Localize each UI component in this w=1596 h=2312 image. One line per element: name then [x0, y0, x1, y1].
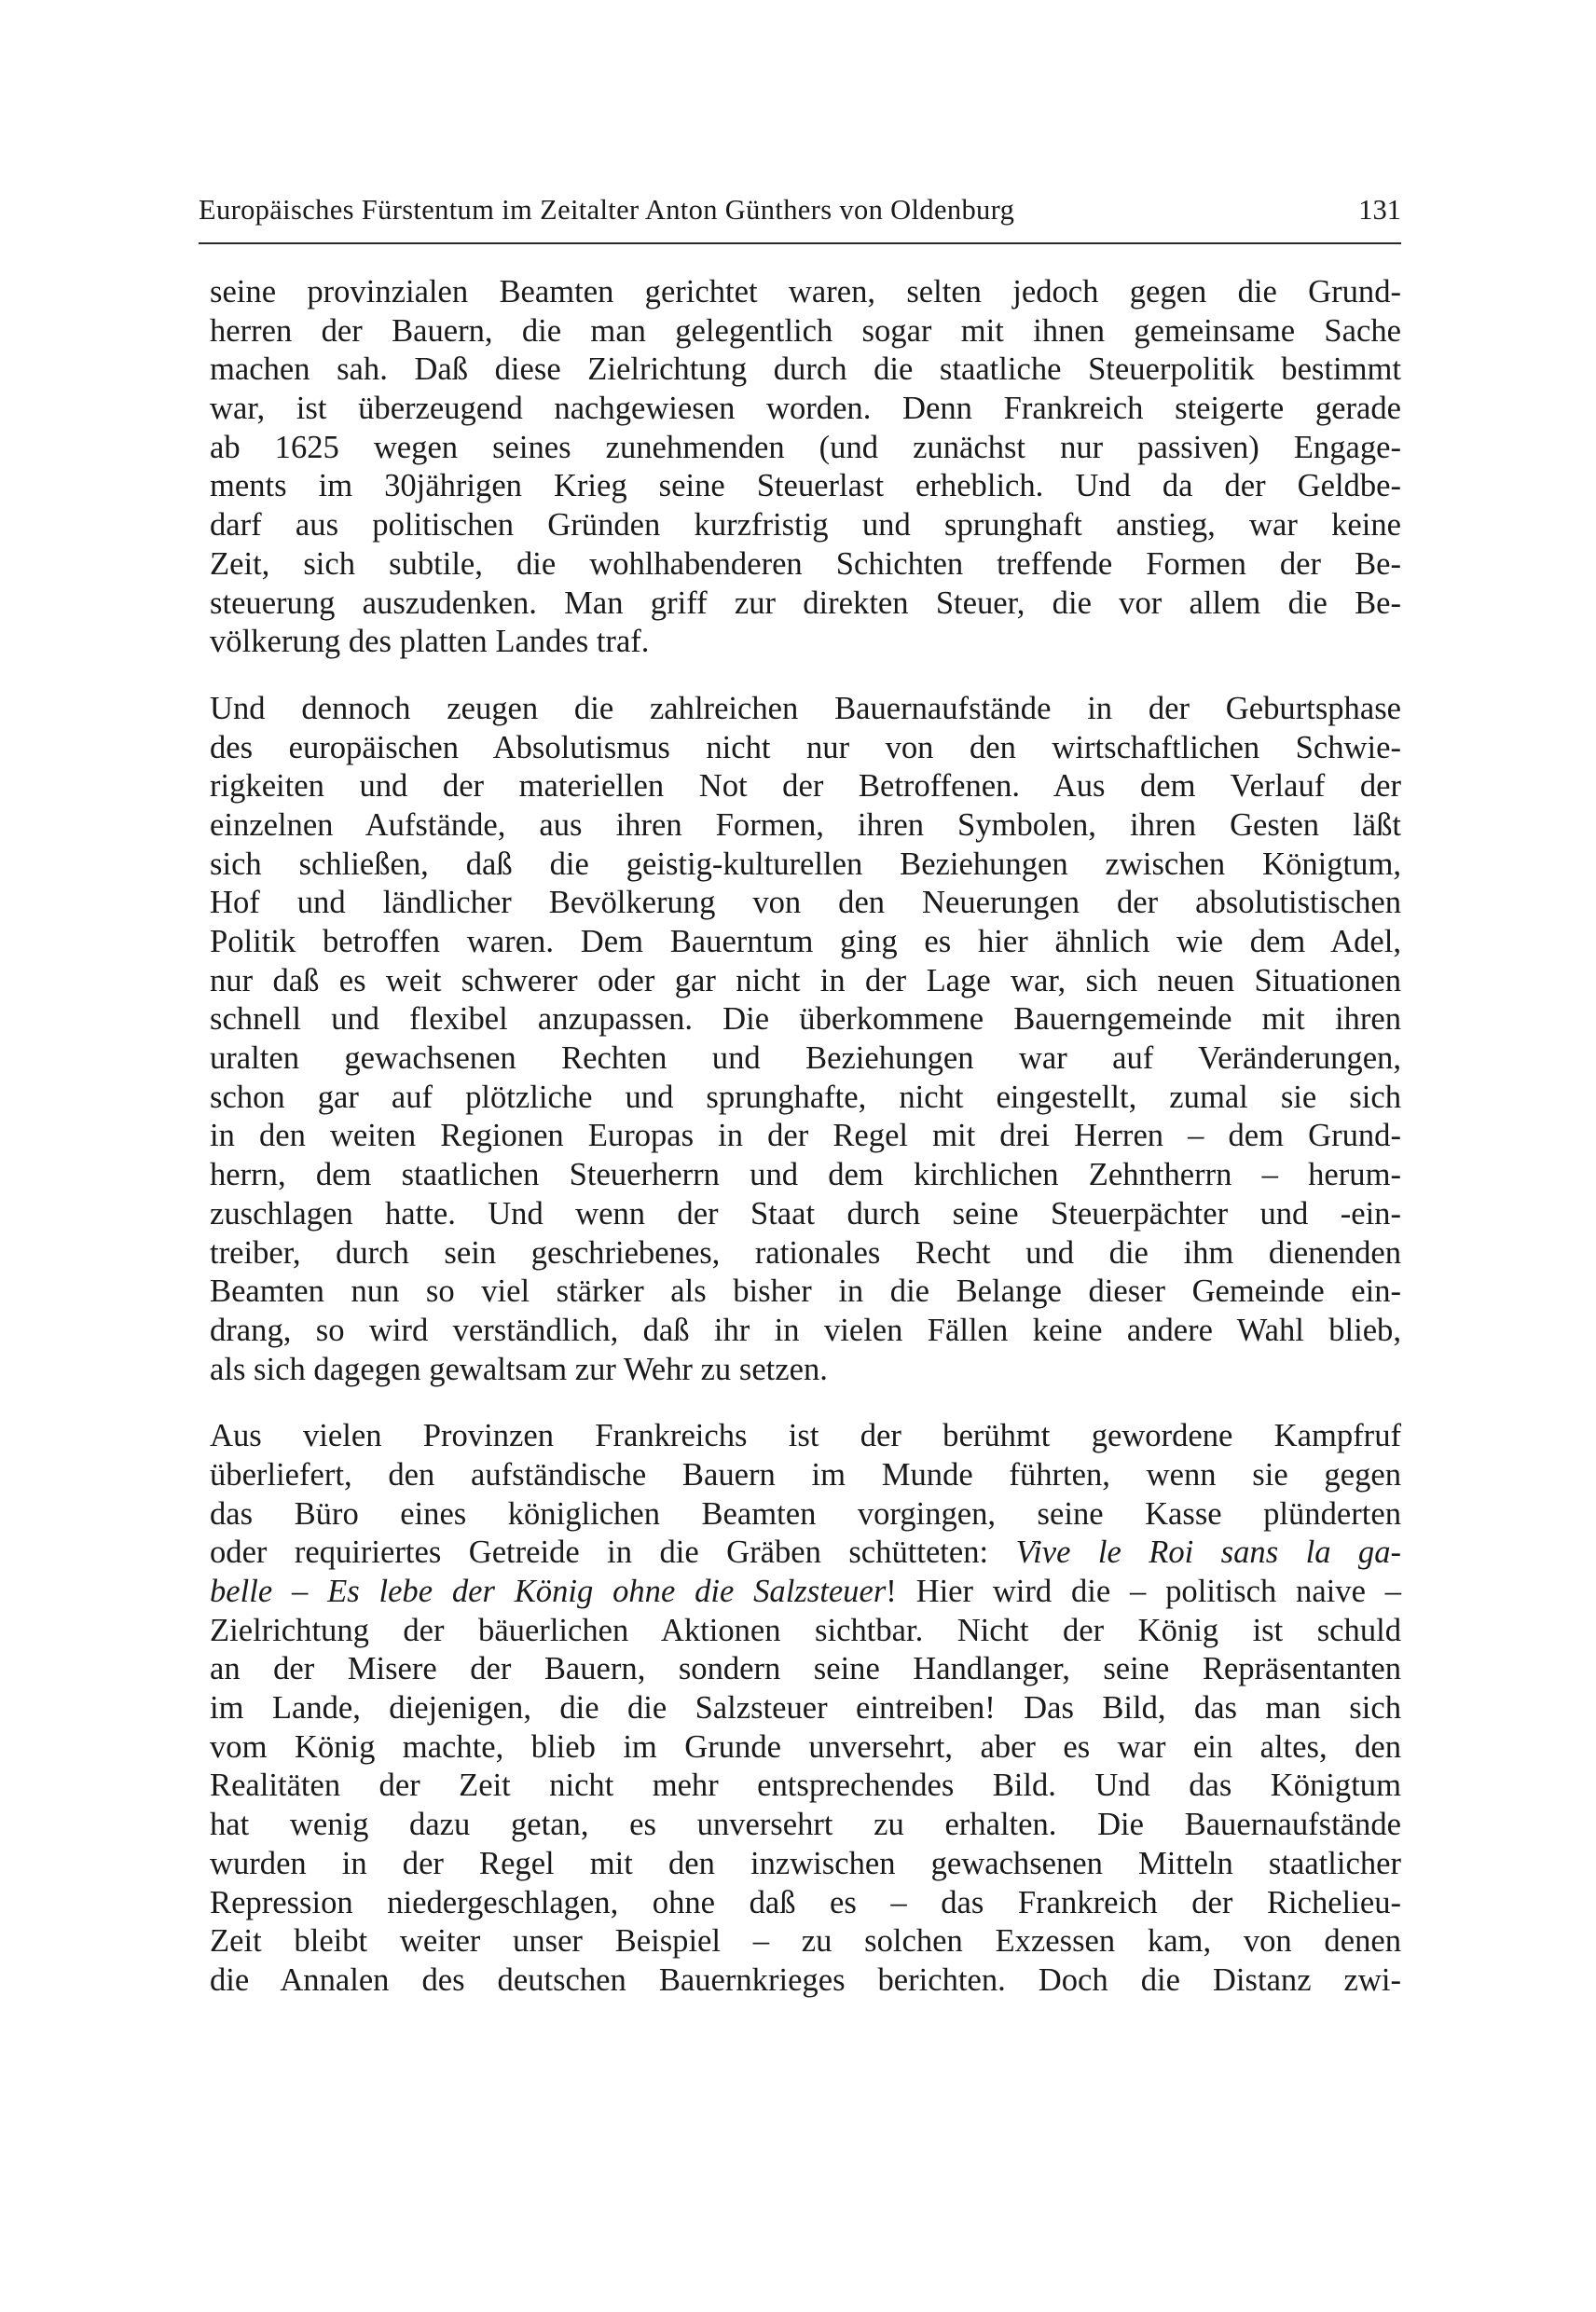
text-line: Beamten nun so viel stärker als bisher in die Belange dieser Gemeinde ein- — [210, 1273, 1401, 1310]
text-line: steuerung auszudenken. Man griff zur direkten Steuer, die vor allem die Be- — [210, 585, 1401, 621]
text-line: hat wenig dazu getan, es unversehrt zu erhalten. Die Bauernaufstände — [210, 1807, 1401, 1843]
text-line: seine provinzialen Beamten gerichtet waren, selten jedoch gegen die Grund- — [210, 274, 1401, 310]
text-line: Hof und ländlicher Bevölkerung von den Neuerungen der absolutistischen — [210, 885, 1401, 921]
text-line: herrn, dem staatlichen Steuerherrn und dem kirchlichen Zehntherrn – herum- — [210, 1157, 1401, 1193]
running-header — [199, 185, 1401, 244]
text-line: ments im 30jährigen Krieg seine Steuerlast erheblich. Und da der Geldbe- — [210, 468, 1401, 504]
text-line: Zeit, sich subtile, die wohlhabenderen Schichten treffende Formen der Be- — [210, 545, 1401, 582]
text-line — [210, 1534, 1401, 1573]
text-line: Realitäten der Zeit nicht mehr entsprechendes Bild. Und das Königtum — [210, 1768, 1401, 1804]
text-segment: oder requiriertes Getreide in die Gräben schütteten: — [210, 1534, 1016, 1571]
text-line: in den weiten Regionen Europas in der Regel mit drei Herren – dem Grund- — [210, 1118, 1401, 1154]
text-line: drang, so wird verständlich, daß ihr in vielen Fällen keine andere Wahl blieb, — [210, 1312, 1401, 1348]
text-line: Und dennoch zeugen die zahlreichen Bauernaufstände in der Geburtsphase — [210, 690, 1401, 726]
body-text — [210, 273, 1401, 2001]
text-line: rigkeiten und der materiellen Not der Betroffenen. Aus dem Verlauf der — [210, 768, 1401, 805]
page-number: 131 — [1358, 194, 1401, 226]
text-line: herren der Bauern, die man gelegentlich sogar mit ihnen gemeinsame Sache — [210, 312, 1401, 349]
text-line: als sich dagegen gewaltsam zur Wehr zu setzen. — [210, 1351, 828, 1387]
text-line: schon gar auf plötzliche und sprunghafte, nicht eingestellt, zumal sie sich — [210, 1079, 1401, 1115]
text-line: uralten gewachsenen Rechten und Beziehungen war auf Veränderungen, — [210, 1040, 1401, 1077]
text-line: nur daß es weit schwerer oder gar nicht in der Lage war, sich neuen Situationen — [210, 962, 1401, 998]
running-title: Europäisches Fürstentum im Zeitalter Anton Günthers von Oldenburg — [199, 194, 1015, 226]
paragraph-2 — [210, 690, 1401, 1389]
text-line: völkerung des platten Landes traf. — [210, 624, 650, 660]
text-line: im Lande, diejenigen, die die Salzsteuer eintreiben! Das Bild, das man sich — [210, 1690, 1401, 1727]
paragraph-1 — [210, 273, 1401, 662]
text-segment: ! Hier wird die – politisch naive – — [886, 1574, 1402, 1609]
text-line: war, ist überzeugend nachgewiesen worden. Denn Frankreich steigerte gerade — [210, 391, 1401, 427]
text-line: einzelnen Aufstände, aus ihren Formen, ihren Symbolen, ihren Gesten läßt — [210, 806, 1401, 843]
italic-quote: belle – Es lebe der König ohne die Salzsteuer — [210, 1574, 887, 1609]
text-line: vom König machte, blieb im Grunde unversehrt, aber es war ein altes, den — [210, 1728, 1401, 1765]
text-line: Repression niedergeschlagen, ohne daß es – das Frankreich der Richelieu- — [210, 1884, 1401, 1920]
text-line: wurden in der Regel mit den inzwischen gewachsenen Mitteln staatlicher — [210, 1845, 1401, 1881]
text-line: zuschlagen hatte. Und wenn der Staat durch seine Steuerpächter und -ein- — [210, 1195, 1401, 1232]
text-line: das Büro eines königlichen Beamten vorgingen, seine Kasse plünderten — [210, 1495, 1401, 1532]
text-line: treiber, durch sein geschriebenes, rationales Recht und die ihm dienenden — [210, 1234, 1401, 1271]
text-line: Zielrichtung der bäuerlichen Aktionen sichtbar. Nicht der König ist schuld — [210, 1612, 1401, 1648]
text-line: Zeit bleibt weiter unser Beispiel – zu solchen Exzessen kam, von denen — [210, 1923, 1401, 1960]
text-line: schnell und flexibel anzupassen. Die überkommene Bauerngemeinde mit ihren — [210, 1001, 1401, 1038]
text-line: machen sah. Daß diese Zielrichtung durch die staatliche Steuerpolitik bestimmt — [210, 351, 1401, 388]
text-line: die Annalen des deutschen Bauernkrieges berichten. Doch die Distanz zwi- — [210, 1961, 1401, 1998]
text-line — [210, 1573, 1401, 1612]
text-line: des europäischen Absolutismus nicht nur von den wirtschaftlichen Schwie- — [210, 729, 1401, 765]
text-line: Aus vielen Provinzen Frankreichs ist der berühmt gewordene Kampfruf — [210, 1418, 1401, 1454]
paragraph-3 — [210, 1417, 1401, 2000]
italic-quote: Vive le Roi sans la ga- — [1015, 1534, 1402, 1571]
text-line: Politik betroffen waren. Dem Bauerntum ging es hier ähnlich wie dem Adel, — [210, 924, 1401, 959]
text-line: überliefert, den aufständische Bauern im Munde führten, wenn sie gegen — [210, 1456, 1401, 1493]
text-line: sich schließen, daß die geistig-kulturellen Beziehungen zwischen Königtum, — [210, 846, 1401, 882]
text-line: ab 1625 wegen seines zunehmenden (und zunächst nur passiven) Engage- — [210, 429, 1401, 465]
text-line: an der Misere der Bauern, sondern seine Handlanger, seine Repräsentanten — [210, 1651, 1401, 1687]
text-line: darf aus politischen Gründen kurzfristig und sprunghaft anstieg, war keine — [210, 507, 1401, 544]
